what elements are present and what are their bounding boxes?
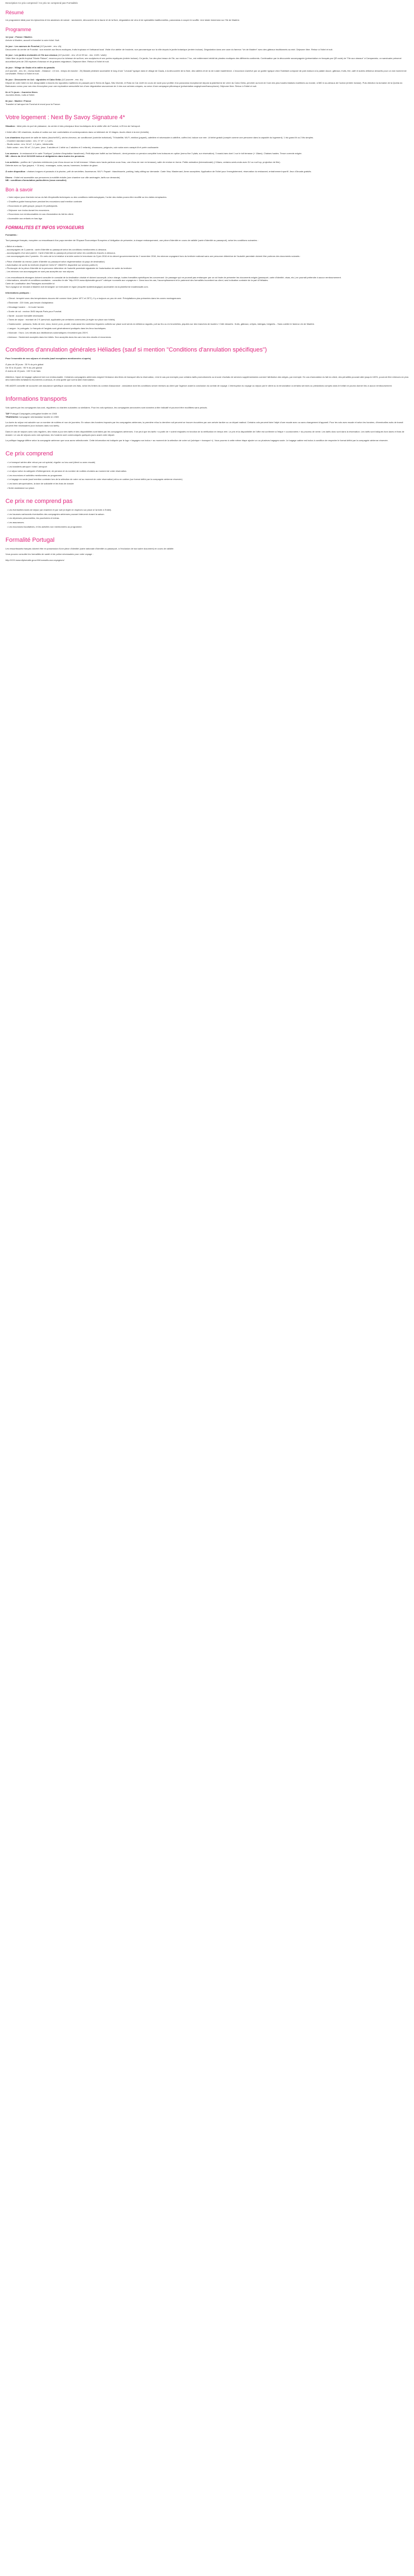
misc-text: l'hôtel est accessible aux personnes à mobilité réduite (une chambre vue ville aménagée, tarifs sur demande).: [14, 175, 121, 179]
formalities-paragraph: • Pièce d'identité du mineur (carte d'identité ou passeport selon réglementation du pays de destination) • Autorisation de sortie du territoire (imprimé Cerfa N° 15646*01 disponible sur service-public.fr) • Photocopie de la pièce d'identité de la personne détentrice de l'autorité parentale signataire de l'autorisation de sortie du territoire - Les mineurs non accompagnés ne sont pas acceptés sur nos séjours.: [5, 260, 132, 273]
transport-paragraph: Dans le cas de séjours avec vols réguliers, des mises à jour des tarifs et des disponibilités sont faites par les compagnies aériennes. Il se peut que les tarifs « à partir de » soient réajustés en fonction de la vérification en temps réel. Le prix et la disponibilité de l'offre est confirmée à l'étape « coordonnées » du process de vente. Les tarifs donc sont dans la réservation. Les tarifs sont indiqués hors taxes et frais de dossier. Le cas de séjours avec vols spéciaux, les horaires sont communiqués quelques jours avant votre départ.: [5, 430, 405, 436]
programme-day-title: 3e jour : Les jardins enchantés et l'île aux oiseaux: [5, 54, 57, 57]
good-to-know-item: • Excursions en petit groupe, jusqu'à 19 participants.: [7, 204, 409, 208]
formalities-heading: FORMALITES ET INFOS VOYAGEURS: [5, 225, 84, 230]
formality-portugal-paragraphs: [5, 547, 409, 562]
hotel-section: [5, 114, 409, 182]
programme-day-text: Visite libre du jardin tropical "Monte Palace", reconnu pour la richesse de sa flore, ses sculptures et ses portes mystiques (entrée incluse). Ce jardin, l'un des plus beaux de l'île, sur environ 7 ha., est entièrement rebâti de plantes exotiques des différents continents. Continuation par la découverte accompagnée (présentation en français par QR code) de "l'île aux oiseaux" à Campanário, un sanctuaire préservé accueillant près de 200 espèces d'oiseaux et de grandes migrateurs. Déjeuner libre. Retour à l'hôtel et nuit.: [5, 57, 402, 63]
activities-label: Les activités :: [5, 161, 20, 164]
price-includes-item: • Notre assistance sur place.: [7, 487, 409, 490]
cancellation-paragraphs: [5, 376, 409, 388]
activities-text: profitez de 2 piscines extérieures (une d'eau douce sur le toit terrasse +18ans avec hauts parleurs sous l'eau, une d'eau de mer en terrasse), salle de remise en forme. Petite animation (internationale) (+18ans, certains week-ends avec DJ ou roof top, projection de film). Détente avec ou Spa (payant, + 16 ans) : massages, soins, sauna, hammam, fontaine de glace.: [5, 161, 281, 167]
hotel-activities: [5, 161, 409, 167]
price-includes-section: [5, 450, 409, 490]
cancellation-section: [5, 346, 409, 388]
formalities-paragraphs: [5, 239, 409, 288]
price-excludes-heading: Ce prix ne comprend pas: [5, 497, 73, 505]
transport-section: [5, 395, 409, 442]
formality-portugal-paragraph: http://XXX.www.diplomatie.gouv.fr/fr/conseils-aux-voyageurs/: [5, 559, 64, 562]
programme-day-text: Journées libres, nuits à l'hôtel.: [5, 93, 35, 97]
programme-day-title: 2e jour : Les saveurs de Funchal: [5, 44, 40, 48]
programme-day-title: 5e jour : Découverte en 4x4 : vignobles et Cabo Girão: [5, 78, 61, 81]
formality-portugal-paragraph: Les ressortissants français doivent être en possession d'une pièce d'identité (carte nationale d'identité ou passeport, à l'exclusion de tout autre document) en cours de validité.: [5, 547, 174, 550]
cancellation-paragraph: HELIADES conseille de souscrire une assurance spécifique couvrant ces frais, selon les limites du contrat d'assurance : annulation dont les conditions seront remises au client par l'agence avant la conclusion du contrat de voyage. L'interruption du voyage ou séjour par le client ou la renonciation à certains services ou prestations compris dans le forfait ne pourra donner lieu à aucun remboursement.: [5, 384, 393, 388]
cancellation-fee-line: De 30 à 15 jours : 95 % du prix global: [5, 366, 42, 369]
practical-info-item: • Décalage horaire : - 1h toute l'année.: [7, 306, 409, 309]
airline-entry: [5, 415, 409, 419]
cancellation-paragraph: Attention, l'ajout de bagage optionnel est non remboursable. Certaines compagnies aériennes exigent l'émission des titres de transport dès la réservation, c'est le cas par exemple pour certains tarifs promotionnels ou encore d'achats de services supplémentaires comme l'attribution des sièges, par exemple. En cas d'annulation du fait du client, des pénalités pouvant aller jusqu'à 100%, pourront être retenues en plus des indemnités forfaitaires énumérées ci-dessus, et cela quelle que soit la date d'annulation.: [5, 375, 409, 382]
cancellation-subheading: Pour l'ensemble de nos séjours et circuits (sauf exceptions mentionnées ci-après): [5, 357, 91, 360]
programme-day-text: Transfert à l'aéroport de Funchal et envol pour la France.: [5, 103, 61, 106]
practical-info-list: [5, 297, 409, 338]
programme-day-duration: (1/2 journée - env. 4h): [40, 44, 62, 48]
practical-info-item: • Gastronomie : poissons, fruits de mer, veau, boeuf, porc, poulet, mais aussi les nombreux légumes cultivés sur place sont servis en délicieux ragoûts, poli au feu ou en brochettes, piquées sur des branches de lauriers ! Côté desserts : fruits, gâteaux, crêpes, lakingas, beignets... Sans oublier le fameux vin de Madère.: [7, 323, 409, 326]
price-includes-item: • Le séjour selon la catégorie d'hébergement, de pension et du nombre de nuitées choisies au moment de votre réservation.: [7, 470, 409, 473]
programme-day-text: (1/2 journée - env. 4h - niveau facile - Distance : 2,5 km - temps de marche : 2h) Balade pédestre accessible le long d'une "Levada" typique dans le village de Gaula, à la découverte de la flore, des vallées et de la vie rurale madérienne. L'excursion s'achève par un goûter typique chez l'habitant composé de pain maison à la patate douce, gâteaux, fruits, thé, café et autres délicieux desserts pour un vrai moment de convivialité. Retour à l'hôtel et nuit.: [5, 69, 407, 75]
situation-text: Idéal près du port de plaisance, du centre et des principaux lieux touristiques de la vieille ville de Funchal, à 25 km de l'aéroport.: [16, 124, 141, 127]
airline-name: TRANSAVIA: [5, 415, 19, 418]
summary-heading: Résumé: [5, 10, 24, 16]
airline-description: Portugal Compagnie portugaise fondée en 1945: [10, 412, 57, 415]
practical-info-item: • Monnaie : l'euro. Les retraits aux distributeurs automatiques n'excèdent pas 200 €.: [7, 331, 409, 335]
good-to-know-item: • Déjeuner non inclus durant les excursions.: [7, 209, 409, 212]
price-excludes-item: • Les hausses carburants éventuelles des compagnies aériennes pouvant intervenir durant la saison.: [7, 513, 409, 516]
hotel-situation: [5, 125, 409, 128]
hotel-amenities: [5, 170, 409, 173]
rooms-text: disposent de salle de bains (douche/WC), sèche-cheveux, air conditionné (contrôle individuel), TV/satellite, Wi-Fi, minibar (payant), cafetière et nécessaire à café/thé, coffre-fort, balcon vue mer. Lit bébé gratuit (compté comme une personne dans la capacité du logement). 1 trio grand lit ou 2 lits simples. - Chambre standard océan : env. 27 m², 1-2 pers. - Studio océan : env. 34 m², 1-2 pers., kitchenette. - Suite océan : env. 56 m², 2-4 pers. (max. 3 adultes et 1 bébé ou 2 adultes et 2 enfants), chaussons, peignoirs, coin salon avec canapé-lit et porte coulissante.: [5, 136, 314, 149]
summary-text: Un programme idéal pour les épicuriens et les amateurs de nature : randonnée, découverte de la faune et de la flore, dégustation de vins et de spécialités traditionnelles, panoramas à couper le souffle. Une totale immersion sur l'île de Madère.: [5, 19, 240, 22]
cancellation-fee-line: À plus de 30 jours : 35 % du prix global: [5, 363, 44, 366]
formality-portugal-paragraph: Vous pouvez consulter les formalités de santé et de police nécessaires pour votre voyage :: [5, 553, 93, 556]
rooms-label: Les chambres: [5, 136, 20, 139]
price-excludes-item: • Les assurances.: [7, 521, 409, 524]
formality-portugal-heading: Formalité Portugal: [5, 536, 55, 543]
hotel-dining: [5, 152, 409, 159]
practical-info-item: • Animaux : Seulement acceptés dans les hôtels. Non acceptés dans les cars lors des circuits et excursions.: [7, 336, 409, 339]
price-includes-heading: Ce prix comprend: [5, 450, 53, 458]
page: [0, 0, 414, 562]
price-includes-item: • Les transferts aéroport / hôtel / aéroport: [7, 465, 409, 469]
good-to-know-section: [5, 186, 409, 220]
airline-list: [5, 412, 409, 419]
programme-days: [5, 36, 409, 106]
price-includes-list: [5, 461, 409, 490]
amenities-text: chaises longues et parasols à la piscine, prêt de serviettes. Ascenseurs. Wi-Fi. Payant : blanchisserie, parking, baby-sitting sur demande. Carte Visa, Mastercard, Amex acceptées. Application de l'hôtel pour l'enregistrement, réservation du restaurant, entraînement sportif. Jeux d'Arcade gratuits.: [27, 169, 312, 173]
programme-day-duration: (1/2 journée - env. 4h et 50 km - env. 1h30 / visite): [58, 54, 107, 57]
hotel-misc: [5, 176, 409, 183]
price-includes-item: • Les taxes aéroportuaires, la taxe de solidarité et les frais de dossier: [7, 482, 409, 485]
programme-day-text: Arrivée à Madère, accueil et transfert à votre hôtel. Nuit.: [5, 39, 60, 42]
situation-label: Situation :: [5, 124, 16, 127]
dining-text: le restaurant et le carte "Kurtiçao" (cuisine d'inspiration havaïenne). Petit déjeuner buffet au bar Network ; demi-pension ou pension complète hors boissons en option (menu fixe 3 plats, sur réservation). 3 snack-bars dont 1 sur le toit terrasse (+ 18ans). Chaises hautes. Tenue correcte exigée.: [20, 151, 302, 155]
good-to-know-list: [5, 196, 409, 220]
practical-info-heading: Informations pratiques :: [5, 291, 31, 294]
price-includes-item: • Le bagage en soute (sauf mention contraire lors de la sélection de votre vol au moment de votre réservation) et/ou en cabine (sur format défini par la compagnie aérienne réservée): [7, 478, 409, 481]
transport-paragraph: La durée du séjour est calculée sur un nombre de nuitées et non de journées. En raison des horaires imposés par les compagnies aériennes, la première et/ou la dernière nuit peuvent se trouver écourtées par une arrivée tardive ou un départ matinal. Certains vols peuvent faire l'objet d'une escale avec ou sans changement d'appareil. Pour les vols avec escale et selon les horaires, d'éventuelles nuits de transit peuvent être nécessaires (non incluses dans nos tarifs).: [5, 421, 403, 428]
cancellation-fees: [5, 363, 409, 372]
good-to-know-item: • Votre séjour pour d'arrivée est au du fait d'impératifs techniques ou des conditions météorologiques, l'ordre des visites pourra être modifié ou les visites remplacées.: [7, 196, 409, 199]
dining-nb: NB : diners du 24 et 31/12/25 inclus et obligatoires dans toutes les pensions.: [5, 155, 85, 158]
programme-day-title: 4e jour : Village de Gaula et la vallée du paradis: [5, 66, 55, 69]
practical-info-item: • Électricité : 220 Volts, pas besoin d'adaptateur.: [7, 301, 409, 305]
cancellation-fee-line: À moins de 15 jours : 100 % de frais: [5, 369, 41, 372]
dining-label: Les saveurs :: [5, 151, 20, 155]
price-includes-item: • Le transport aérien aller retour par vol spécial, régulier ou low-cost (direct ou avec escale): [7, 461, 409, 464]
programme-day-title: 6e et 7e jours : Journées libres: [5, 90, 38, 93]
good-to-know-item: • Excursions non remboursables en cas d'annulation du fait du client.: [7, 213, 409, 216]
good-to-know-item: • Accessible aux enfants en bas âge.: [7, 217, 409, 220]
programme-day-text: Départ de votre hôtel en 4x4 décapotable à travers les vignobles maritimes en passant par le Serra de Água, São Vicente, et Rota do Cal. Arrêt en cours de route pour profiter d'un panorama exceptionnel depuis la plateforme de verre du Cabo Girão, perchée au bord de l'une des plus hautes falaises maritimes au monde, à 580 m au-dessus de l'océan (entrée incluse). Puis direction la domaine de la Quinta do Barbusano connu pour ses vins d'exception pour une exploration sensorielle lors d'une dégustation savoureuse de 4 vins aux arômes uniques, au cœur d'une campagne pittoresque (présentation anglophone/francophone). Déjeuner libre. Retour à l'hôtel et nuit.: [5, 81, 403, 87]
hotel-heading: Votre logement : Next By Savoy Signature 4*: [5, 114, 125, 121]
practical-info-item: • Santé : aucune formalité nécessaire.: [7, 314, 409, 318]
formalities-paragraph: • Les ressortissants étrangers doivent consulter le consulat de la destination choisie et doivent accomplir, à leur charge, toutes formalités spécifiques les concernant. Un passager qui ne pourrait pas embarquer par un vol faute de présenter les documents exigés (passeport, carte d'identité, visas, etc.) ne pourrait prétendre à aucun remboursement. • Informations, sécurité et conditions sanitaires : consultez le site "http://XXX.www.diplomatie.gouv.fr" rubrique «conseils aux voyageurs ». Dans tous les cas, l'accomplissement et le paiement des formalités incombent au client, seul indication contraire de la part d'Héliades. Carte de Localisation des Passagers accessible ici Tout voyageur se rendant à Madère doit renseigner un formulaire en ligne (enquête épidémiologique) accessible via la plateforme madeirasafe.com.: [5, 276, 341, 288]
programme-section: [5, 26, 409, 106]
practical-info-item: • Durée de vol : environ 3h30 depuis Paris pour Funchal.: [7, 310, 409, 313]
transport-paragraph: La politique bagage diffère selon la compagnie aérienne que vous aurez sélectionnée. Cette information est indiquée par le logo « bagages non inclus » au moment de la sélection de votre vol (rubrique « transport »). Vous pourrez à cette même étape ajouter un ou plusieurs bagages soute. Le bagage cabine est inclus à condition de respecter le format défini par la compagnie aérienne réservée.: [5, 439, 388, 442]
airline-name: TAP: [5, 412, 10, 415]
transport-intro: Vols opérés par les compagnies low-cost, régulières ou charters suivantes ou similaires. Pour les vols spéciaux, les compagnies annoncées sont données à titre indicatif et pourront être modifiées sans préavis.: [5, 406, 208, 409]
hotel-rooms: [5, 136, 409, 149]
price-includes-item: • Les excursions et activités mentionnées au programme.: [7, 474, 409, 477]
good-to-know-item: • Chauffeur-guide francophone pendant les excursions sauf mention contraire: [7, 200, 409, 203]
airline-description: Compagnie néerlandaise fondée en 1965: [19, 415, 59, 418]
transport-heading: Informations transports: [5, 395, 67, 402]
price-excludes-list: [5, 508, 409, 529]
transport-paragraphs: [5, 421, 409, 442]
practical-info-item: • Taxes de séjour : montant de 2 € /pers/nuit, applicable par certaines communes (à régler sur place aux hôtels).: [7, 318, 409, 321]
formalities-paragraph: Tout passager français, européen ou ressortissant d'un pays membre de l'Espace Économique Européen a l'obligation de présenter, à chaque embarquement, une pièce d'identité en cours de validité (carte d'identité ou passeport), selon les conditions suivantes :: [5, 239, 258, 242]
price-excludes-item: • Les excursions facultatives, et les activités non mentionnées au programme.: [7, 525, 409, 529]
programme-day-duration: (1/2 journée - env. 4h): [61, 78, 83, 81]
misc-label: Divers :: [5, 175, 14, 179]
cancellation-heading: Conditions d'annulation générales Héliades (sauf si mention "Conditions d'annulation spécifiques"): [5, 347, 267, 354]
practical-info-item: • Climat : tempéré avec des températures douces été comme hiver (entre 18°C et 25°C). Il y a toujours un peu de vent. Précipitations plus présentes dans les zones montagneuses.: [7, 297, 409, 300]
price-excludes-item: • Les dépenses personnelles, les pourboires et extras.: [7, 517, 409, 520]
good-to-know-heading: Bon à savoir: [5, 187, 33, 193]
formalities-section: [5, 225, 409, 339]
practical-info-item: • Langue : le portugais. Le français et l'anglais sont généralement pratiqués dans les lieux touristiques.: [7, 327, 409, 330]
price-excludes-section: [5, 497, 409, 529]
hotel-description: L'hôtel offre 130 chambres, studios et suites vue mer confortables et contemporaines dans un bâtiment de 10 étages. Accès direct à la mer (échelle).: [5, 130, 150, 133]
price-excludes-item: • Les éventuelles taxes de séjour par chambre et par nuit (à régler en espèces sur place à l'arrivée à l'hôtel).: [7, 508, 409, 512]
breadcrumb: Description Ce prix comprend / Ce prix ne comprend pas Formalités: [5, 2, 78, 4]
programme-day-title: 8e jour : Madère / France: [5, 99, 32, 103]
programme-day-text: Découverte du centre de Funchal : son marché aux fleurs exotiques, fruits tropicaux et l'artisanat local. Visite d'un atelier de broderie, vue panoramique sur la ville depuis le jardin botanique (entrée incluse). Dégustation dans une cave du fameux "vin de Madère" avec des gâteaux traditionnels au miel. Déjeuner libre. Retour à l'hôtel et nuit.: [5, 48, 333, 51]
formalities-paragraph: • Bébé et enfants : - accompagnés de 2 parents : carte d'identité ou passeport selon les conditions mentionnées ci-dessous. - accompagnés d'un seul parent : Carte d'identité ou passeport personnel selon les conditions d'accès ci-dessous. - non accompagnés des 2 parents : En vertu de la loi relative à la lutte contre le terrorisme du 3 juin 2016 et du décret gouvernemental du 2 novembre 2016, les mineurs voyageant hors du territoire national sans une personne détentrice de l'autorité parentale doivent être porteurs des documents suivants :: [5, 245, 301, 257]
programme-heading: Programme: [5, 27, 32, 33]
programme-day-title: 1er jour : France / Madère.: [5, 36, 33, 39]
summary-section: [5, 9, 409, 22]
amenities-label: À votre disposition :: [5, 169, 27, 173]
formality-portugal-section: [5, 536, 409, 562]
formalities-subheading: Formalités :: [5, 233, 18, 236]
misc-nb: NB : conditions d'annulation particulières (nous consulter): [5, 179, 67, 182]
